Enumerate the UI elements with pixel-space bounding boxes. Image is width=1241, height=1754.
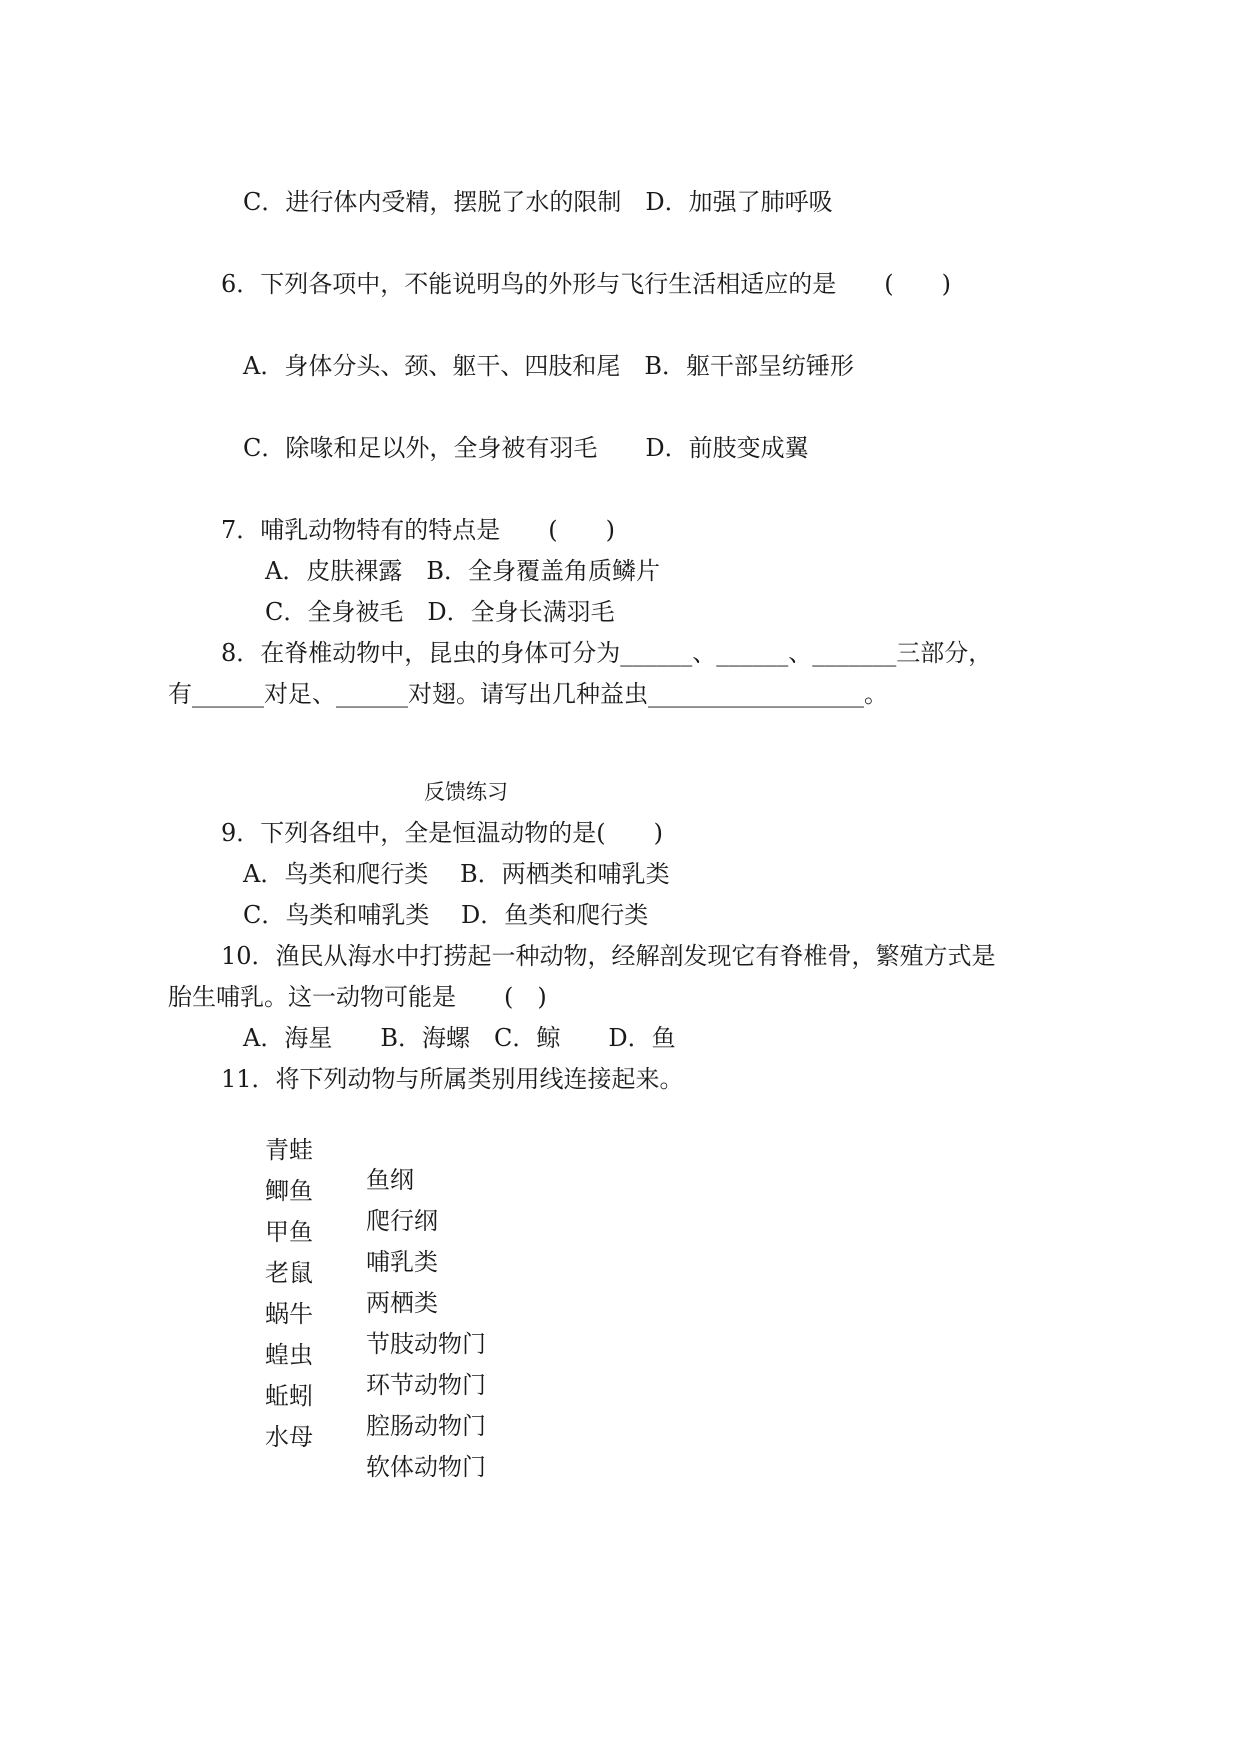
q8-line-1: 8．在脊椎动物中，昆虫的身体可分为______、______、_______三部分， xyxy=(221,639,993,667)
category-label: 腔肠动物门 xyxy=(366,1412,486,1440)
q10-line-2: 胎生哺乳。这一动物可能是 ( ) xyxy=(168,983,547,1011)
q6-options-ab: A．身体分头、颈、躯干、四肢和尾 B．躯干部呈纺锤形 xyxy=(243,352,854,380)
q7-options-ab: A．皮肤裸露 B．全身覆盖角质鳞片 xyxy=(265,557,660,585)
q7-stem: 7．哺乳动物特有的特点是 ( ) xyxy=(221,516,615,544)
category-label: 环节动物门 xyxy=(366,1371,486,1399)
animal-label: 甲鱼 xyxy=(265,1218,313,1246)
category-label: 鱼纲 xyxy=(366,1166,414,1194)
q6-options-cd: C．除喙和足以外，全身被有羽毛 D．前肢变成翼 xyxy=(243,434,809,462)
animal-label: 水母 xyxy=(265,1423,313,1451)
category-label: 爬行纲 xyxy=(366,1207,438,1235)
q10-options: A．海星 B．海螺 C．鲸 D．鱼 xyxy=(243,1024,676,1052)
q5-options-cd: C．进行体内受精，摆脱了水的限制 D．加强了肺呼吸 xyxy=(243,188,833,216)
q9-stem: 9．下列各组中，全是恒温动物的是( ) xyxy=(221,819,663,847)
animal-label: 蚯蚓 xyxy=(265,1382,313,1410)
section-title: 反馈练习 xyxy=(424,780,508,804)
q9-options-ab: A．鸟类和爬行类 B．两栖类和哺乳类 xyxy=(243,860,670,888)
q7-options-cd: C．全身被毛 D．全身长满羽毛 xyxy=(265,598,615,626)
animal-label: 蝗虫 xyxy=(265,1341,313,1369)
animal-label: 青蛙 xyxy=(265,1136,313,1164)
q9-options-cd: C．鸟类和哺乳类 D．鱼类和爬行类 xyxy=(243,901,649,929)
q8-line-2: 有______对足、______对翅。请写出几种益虫__________________。 xyxy=(168,680,888,708)
category-label: 哺乳类 xyxy=(366,1248,438,1276)
q10-line-1: 10．渔民从海水中打捞起一种动物，经解剖发现它有脊椎骨，繁殖方式是 xyxy=(221,942,996,970)
category-label: 节肢动物门 xyxy=(366,1330,486,1358)
animal-label: 蜗牛 xyxy=(265,1300,313,1328)
animal-label: 老鼠 xyxy=(265,1259,313,1287)
category-label: 两栖类 xyxy=(366,1289,438,1317)
animal-label: 鲫鱼 xyxy=(265,1177,313,1205)
category-label: 软体动物门 xyxy=(366,1453,486,1481)
q6-stem: 6．下列各项中，不能说明鸟的外形与飞行生活相适应的是 ( ) xyxy=(221,270,951,298)
q11-stem: 11．将下列动物与所属类别用线连接起来。 xyxy=(221,1065,684,1093)
